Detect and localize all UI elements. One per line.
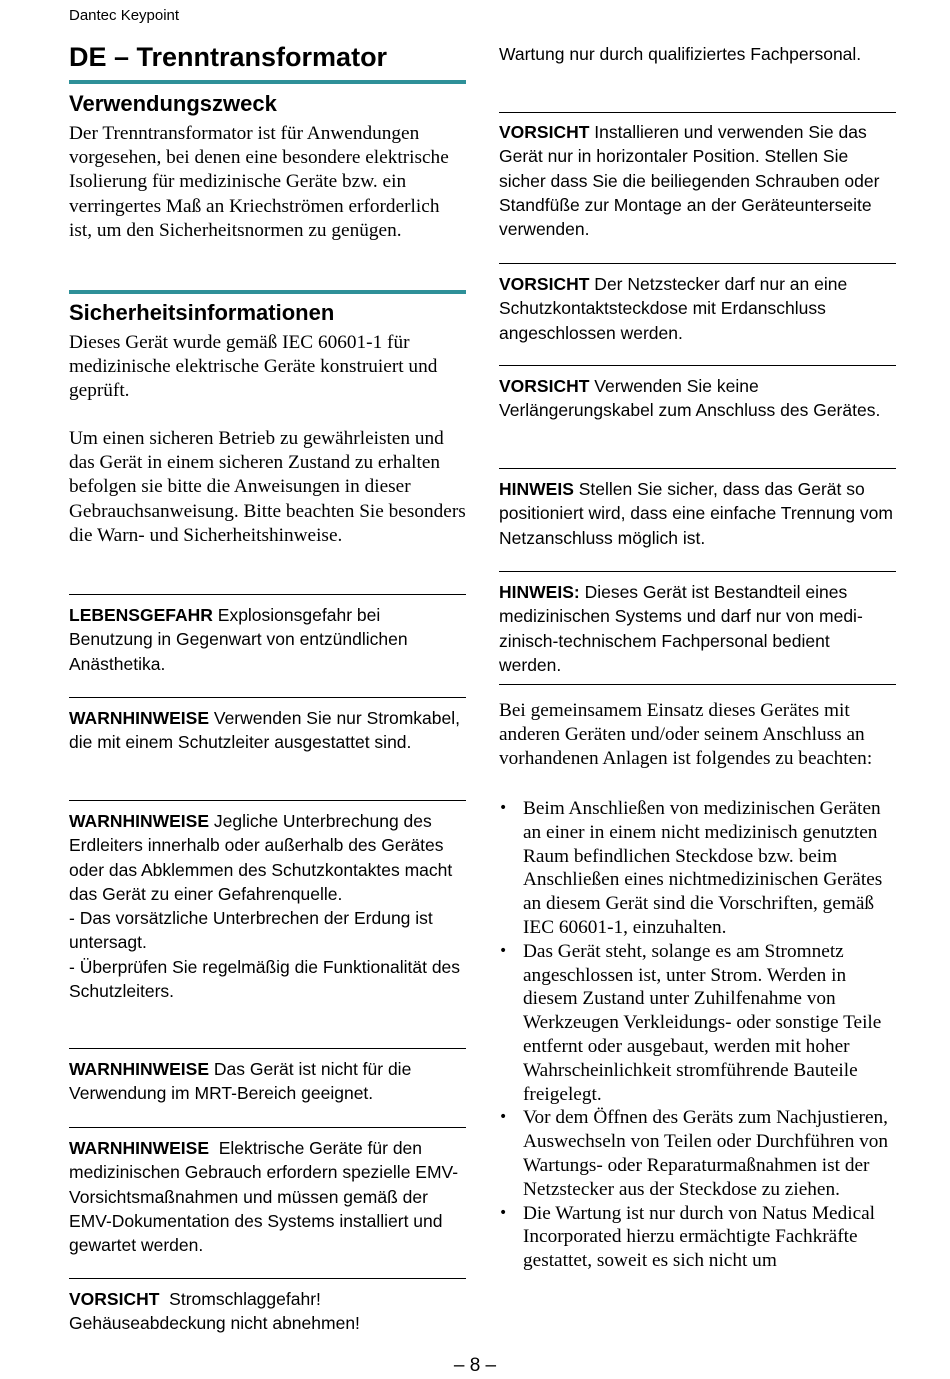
notice-label: VORSICHT [499, 376, 590, 396]
notice-divider [499, 263, 896, 264]
notice-label: VORSICHT [499, 274, 590, 294]
notice-caution-plug [499, 272, 896, 345]
notice-text: Der Netzstecker darf nur an eine Schutzkontaktsteckdose mit Erdanschluss angeschlossen werden. [499, 274, 848, 343]
notice-label: WARNHINWEISE [69, 1059, 209, 1079]
notice-text: Verwenden Sie keine Verlängerungskabel zum Anschluss des Gerätes. [499, 376, 881, 421]
notice-warning-emc [69, 1136, 466, 1257]
notice-text: Installieren und verwenden Sie das Gerät nur in horizontaler Position. Stellen Sie sicher dass Sie die beiliegenden Schrauben oder Standfüße zur Montage an der Geräteunterseite verwenden. [499, 122, 880, 240]
safety-paragraph-2: Um einen sicheren Betrieb zu gewährleisten und das Gerät in einem sicheren Zustand zu erhalten befolgen sie bitte die Anweisungen in dieser Gebrauchsanweisung. Bitte beachten Sie besonders die Warn- und Sicherheitshinweise. [69, 428, 466, 546]
notice-text: Das Gerät ist nicht für die Verwendung im MRT-Bereich geeignet. [69, 1059, 412, 1104]
notice-label: HINWEIS: [499, 582, 580, 602]
combined-use-intro: Bei gemeinsamem Einsatz dieses Gerätes mit anderen Geräten und/oder seinem Anschluss an vorhandenen Anlagen ist folgendes zu beachten: [499, 700, 873, 770]
notice-continuation: Wartung nur durch qualifiziertes Fachpersonal. [499, 44, 862, 64]
notice-text: Elektrische Geräte für den medizinischen Gebrauch erfordern spezielle EMV-Vorsichtsmaßnahmen und müssen gemäß der EMV-Dokumentation des Systems installiert und gewartet werden. [69, 1138, 459, 1256]
running-header: Dantec Keypoint [69, 7, 180, 24]
notice-text: Explosionsgefahr bei Benutzung in Gegenwart von entzündlichen Anästhetika. [69, 605, 408, 674]
notice-label: WARNHINWEISE [69, 811, 209, 831]
notice-caution-horizontal [499, 120, 896, 241]
safety-paragraph-1: Dieses Gerät wurde gemäß IEC 60601-1 für medizinische elektrische Geräte konstruiert und geprüft. [69, 332, 438, 402]
notice-label: VORSICHT [69, 1289, 160, 1309]
page-number: – 8 – [453, 1355, 497, 1376]
intended-use-paragraph: Der Trenntransformator ist für Anwendungen vorgesehen, bei denen eine besondere elektrische Isolierung für medizinische Geräte bzw. ein verringertes Maß an Kriechströmen erforderlich ist, um den Sicherheitsnormen zu genügen. [69, 123, 449, 241]
notice-divider [499, 571, 896, 572]
notice-warning-mrt [69, 1057, 466, 1106]
list-item: • Vor dem Öffnen des Geräts zum Nachjustieren, Auswechseln von Teilen oder Durchführen von Wartungs- oder Reparaturmaßnahmen ist der Netzstecker aus der Steckdose zu ziehen. [499, 1106, 896, 1201]
notice-text: Jegliche Unterbrechung des Erdleiters innerhalb oder außerhalb des Gerätes oder das Abklemmen des Schutzkontaktes macht das Gerät zu einer Gefahrenquelle. [69, 811, 453, 904]
combined-use-bullet-list [499, 797, 896, 1273]
notice-danger [69, 603, 466, 676]
notice-label: VORSICHT [499, 122, 590, 142]
notice-warning-ground [69, 809, 466, 1003]
notice-text: Stromschlaggefahr! Gehäuseabdeckung nicht abnehmen! [69, 1289, 360, 1334]
notice-divider [69, 1127, 466, 1128]
notice-text: Verwenden Sie nur Stromkabel, die mit einem Schutzleiter ausgestattet sind. [69, 708, 460, 753]
notice-divider [499, 365, 896, 366]
notice-divider [499, 468, 896, 469]
notice-caution-shock [69, 1287, 466, 1336]
notice-text: Stellen Sie sicher, dass das Gerät so positioniert wird, dass eine einfache Trennung vom Netzanschluss möglich ist. [499, 479, 893, 548]
notice-extra-line: - Überprüfen Sie regelmäßig die Funktionalität des Schutzleiters. [69, 956, 461, 1002]
title-underline-bar [69, 80, 466, 84]
notice-extra-line: - Das vorsätzliche Unterbrechen der Erdung ist untersagt. [69, 908, 433, 953]
notice-note-system [499, 580, 896, 677]
notice-label: WARNHINWEISE [69, 708, 209, 728]
notice-label: HINWEIS [499, 479, 574, 499]
notice-divider [69, 800, 466, 801]
notice-divider [499, 112, 896, 113]
list-item: • Die Wartung ist nur durch von Natus Medical Incorporated hierzu ermächtigte Fachkräfte gestattet, soweit es sich nicht um [499, 1202, 896, 1273]
list-item: • Beim Anschließen von medizinischen Geräten an einer in einem nicht medizinisch genutzten Raum befindlichen Steckdose bzw. beim Anschließen eines nichtmedizinischen Gerätes an diesem Gerät sind die Vorschriften, gemäß IEC 60601-1, einzuhalten. [499, 797, 896, 940]
notice-divider [69, 697, 466, 698]
notice-warning-power-cable [69, 706, 466, 755]
notice-label: LEBENSGEFAHR [69, 605, 213, 625]
notice-divider [499, 684, 896, 685]
notice-divider [69, 1278, 466, 1279]
list-item: • Das Gerät steht, solange es am Stromnetz angeschlossen ist, unter Strom. Werden in diesem Zustand unter Zuhilfenahme von Werkzeugen Verkleidungs- oder sonstige Teile entfernt oder ausgebaut, werden mit hoher Wahrscheinlichkeit stromführende Bauteile freigelegt. [499, 940, 896, 1107]
section-heading-sicherheitsinformationen: Sicherheitsinformationen [69, 300, 335, 325]
notice-divider [69, 1048, 466, 1049]
notice-caution-extension [499, 374, 896, 423]
notice-text: Dieses Gerät ist Bestandteil eines medizinischen Systems und darf nur von medi-zinisch-technischem Fachpersonal bedient werden. [499, 582, 863, 675]
notice-divider [69, 594, 466, 595]
document-title: DE – Trenntransformator [69, 42, 388, 72]
section-divider-bar [69, 290, 466, 294]
notice-label: WARNHINWEISE [69, 1138, 209, 1158]
notice-note-disconnect [499, 477, 896, 550]
section-heading-verwendungszweck: Verwendungszweck [69, 91, 277, 116]
